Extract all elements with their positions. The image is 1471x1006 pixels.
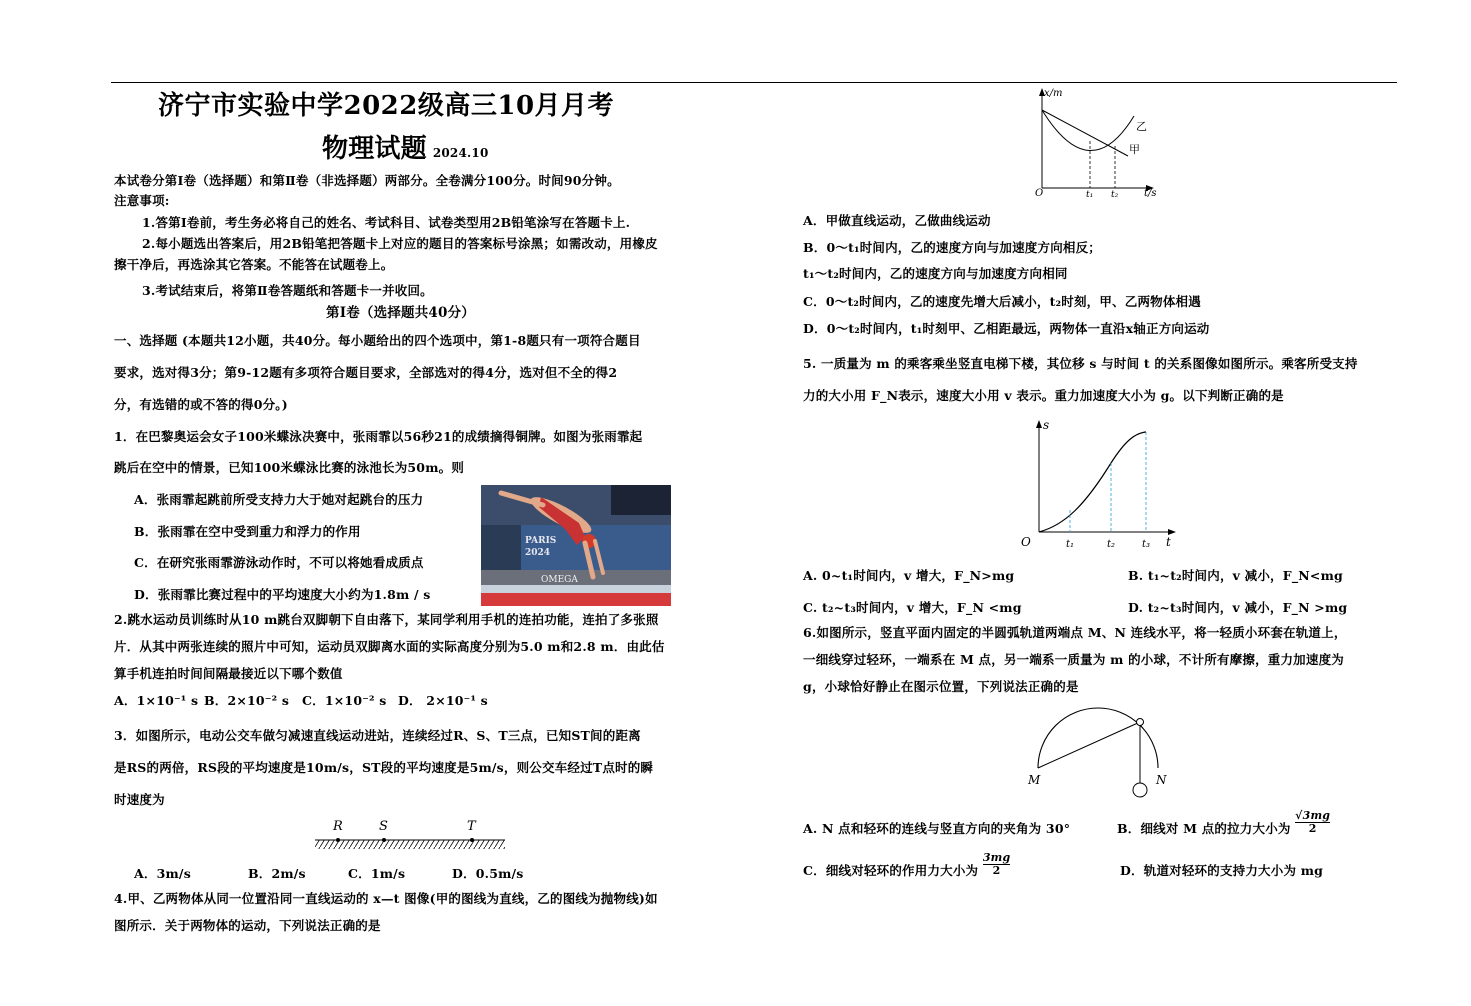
- q4-option-b1: B．0～t₁时间内，乙的速度方向与加速度方向相反；: [803, 240, 1102, 255]
- q2-stem-a: 2.跳水运动员训练时从10 m跳台双脚朝下自由落下，某同学利用手机的连拍功能，连拍了多张照: [114, 612, 659, 627]
- q4-label-jia: 甲: [1129, 143, 1140, 156]
- q6-option-a: A. N 点和轻环的连线与竖直方向的夹角为 30°: [803, 821, 1071, 836]
- q6-ball: [1133, 783, 1147, 797]
- swimmer-photo: [481, 485, 671, 606]
- note-2a: 2.每小题选出答案后，用2B铅笔把答题卡上对应的题目的答案标号涂黑；如需改动，用橡皮: [142, 236, 658, 251]
- q3-road-diagram: [310, 815, 510, 855]
- q3-option-b: B．2m/s: [248, 866, 306, 881]
- q1-option-c: C．在研究张雨霏游泳动作时，不可以将她看成质点: [134, 555, 424, 570]
- q4-t2-label: t₂: [1111, 190, 1119, 200]
- q4-curve-yi: [1042, 110, 1134, 151]
- q3-option-a: A．3m/s: [134, 866, 191, 881]
- q3-point-r: [336, 838, 340, 842]
- q6-option-c: [803, 851, 1011, 879]
- q4-option-d: D．0～t₂时间内，t₁时刻甲、乙相距最远，两物体一直沿x轴正方向运动: [803, 321, 1210, 336]
- section-header-c: 分，有选错的或不答的得0分。): [114, 397, 288, 412]
- q6-b-numerator: √3mg: [1295, 809, 1331, 822]
- q5-st-graph: [1015, 415, 1185, 555]
- note-1: 1.答第Ⅰ卷前，考生务必将自己的姓名、考试科目、试卷类型用2B铅笔涂写在答题卡上.: [142, 215, 631, 230]
- q1-option-b: B．张雨霏在空中受到重力和浮力的作用: [134, 524, 361, 539]
- q1-option-a: A．张雨霏起跳前所受支持力大于她对起跳台的压力: [134, 492, 424, 507]
- q4-ylabel: x/m: [1044, 88, 1063, 99]
- q6-option-b: [1117, 809, 1331, 837]
- q3-label-s: S: [379, 819, 388, 834]
- q6-c-numerator: 3mg: [982, 851, 1011, 864]
- q3-option-c: C．1m/s: [348, 866, 406, 881]
- exam-title: 济宁市实验中学2022级高三10月月考: [158, 91, 615, 121]
- q5-curve: [1039, 432, 1146, 532]
- q6-semicircle-diagram: [1020, 700, 1180, 805]
- q4-label-yi: 乙: [1136, 120, 1147, 133]
- note-3: 3.考试结束后，将第Ⅱ卷答题纸和答题卡一并收回。: [142, 283, 433, 298]
- photo-omega-text: OMEGA: [541, 575, 578, 585]
- q3-point-t: [470, 838, 474, 842]
- q5-stem-a: 5. 一质量为 m 的乘客乘坐竖直电梯下楼，其位移 s 与时间 t 的关系图像如图所示。乘客所受支持: [803, 356, 1358, 371]
- q4-option-b2: t₁～t₂时间内，乙的速度方向与加速度方向相同: [803, 266, 1068, 281]
- q5-t3-label: t₃: [1142, 539, 1151, 550]
- exam-subtitle: [322, 133, 489, 169]
- q5-option-c: C. t₂~t₃时间内，v 增大，F_N <mg: [803, 600, 1022, 615]
- q6-label-m: M: [1028, 773, 1041, 787]
- q6-option-b-text: B．细线对 M 点的拉力大小为: [1117, 821, 1291, 836]
- q5-t1-label: t₁: [1066, 539, 1075, 550]
- q3-stem-c: 时速度为: [114, 792, 165, 807]
- q4-t1-label: t₁: [1086, 190, 1094, 200]
- note-2b: 擦干净后，再选涂其它答案。不能答在试题卷上。: [114, 257, 394, 272]
- q5-option-b: B. t₁~t₂时间内，v 减小，F_N<mg: [1128, 568, 1343, 583]
- q6-option-b-fraction: [1295, 810, 1330, 835]
- q4-line-jia: [1042, 110, 1128, 156]
- q5-option-a: A. 0~t₁时间内，v 增大，F_N>mg: [803, 568, 1015, 583]
- q5-stem-b: 力的大小用 F_N表示，速度大小用 v 表示。重力加速度大小为 g。以下判断正确的是: [803, 388, 1284, 403]
- q3-road-hatch: [315, 840, 505, 849]
- q6-stem-a: 6.如图所示，竖直平面内固定的半圆弧轨道两端点 M、N 连线水平，将一轻质小环套在轨道上，: [803, 625, 1347, 640]
- q3-stem-a: 3．如图所示，电动公交车做匀减速直线运动进站，连续经过R、S、T三点，已知ST间的距离: [114, 728, 641, 743]
- q6-b-denominator: 2: [1308, 822, 1317, 835]
- q1-stem-b: 跳后在空中的情景，已知100米蝶泳比赛的泳池长为50m。则: [114, 460, 465, 475]
- q3-option-d: D．0.5m/s: [452, 866, 524, 881]
- q3-label-t: T: [467, 819, 476, 834]
- q4-xlabel: t/s: [1144, 188, 1157, 199]
- photo-paris-text: PARIS: [525, 536, 557, 546]
- notice-label: 注意事项:: [114, 193, 170, 208]
- q6-stem-b: 一细线穿过轻环，一端系在 M 点，另一端系一质量为 m 的小球，不计所有摩擦，重力加速度为: [803, 652, 1344, 667]
- q6-label-n: N: [1156, 773, 1167, 787]
- q5-xlabel: t: [1166, 535, 1171, 549]
- q4-option-a: A．甲做直线运动，乙做曲线运动: [803, 213, 991, 228]
- intro-line: 本试卷分第Ⅰ卷（选择题）和第Ⅱ卷（非选择题）两部分。全卷满分100分。时间90分钟。: [114, 173, 620, 188]
- q5-t2-label: t₂: [1107, 539, 1116, 550]
- q6-c-denominator: 2: [992, 864, 1001, 877]
- q2-option-c: C．1×10⁻² s: [302, 693, 387, 708]
- q4-xt-graph: [1030, 84, 1170, 202]
- q4-origin: O: [1035, 188, 1044, 199]
- q6-option-c-text: C．细线对轻环的作用力大小为: [803, 863, 979, 878]
- section-header-b: 要求，选对得3分；第9-12题有多项符合题目要求，全部选对的得4分，选对但不全的得2: [114, 365, 618, 380]
- q6-stem-c: g，小球恰好静止在图示位置，下列说法正确的是: [803, 679, 1079, 694]
- q3-point-s: [382, 838, 386, 842]
- q6-string-to-m: [1038, 722, 1140, 768]
- exam-date: 2024.10: [432, 146, 489, 160]
- q4-stem-a: 4.甲、乙两物体从同一位置沿同一直线运动的 x—t 图像(甲的图线为直线，乙的图线为抛物线)如: [114, 891, 658, 906]
- q6-light-ring: [1137, 719, 1144, 726]
- q1-stem-a: 1．在巴黎奥运会女子100米蝶泳决赛中，张雨霏以56秒21的成绩摘得铜牌。如图为张雨霏起: [114, 429, 643, 444]
- q4-stem-b: 图所示．关于两物体的运动，下列说法正确的是: [114, 918, 381, 933]
- q4-option-c: C．0～t₂时间内，乙的速度先增大后减小，t₂时刻，甲、乙两物体相遇: [803, 294, 1201, 309]
- part1-title: 第Ⅰ卷（选择题共40分）: [326, 305, 476, 321]
- header-rule: [111, 82, 1397, 83]
- q5-y-arrow: [1036, 420, 1042, 428]
- subtitle-text: 物理试题: [322, 134, 427, 164]
- q2-stem-b: 片．从其中两张连续的照片中可知，运动员双脚离水面的实际高度分别为5.0 m和2.8 m．由此估: [114, 639, 665, 654]
- q5-option-d: D. t₂~t₃时间内，v 减小，F_N >mg: [1128, 600, 1348, 615]
- section-header-a: 一、选择题 (本题共12小题，共40分。每小题给出的四个选项中，第1-8题只有一项符合题目: [114, 333, 641, 348]
- q1-option-d: D．张雨霏比赛过程中的平均速度大小约为1.8m / s: [134, 587, 431, 602]
- q3-stem-b: 是RS的两倍，RS段的平均速度是10m/s，ST段的平均速度是5m/s，则公交车经过T点时的瞬: [114, 760, 654, 775]
- swimmer-photo-illustration: [481, 485, 671, 606]
- q3-label-r: R: [333, 819, 343, 834]
- q6-option-c-fraction: [983, 852, 1011, 877]
- q2-option-d: D． 2×10⁻¹ s: [398, 693, 488, 708]
- q2-option-a: A．1×10⁻¹ s: [114, 693, 199, 708]
- photo-2024-text: 2024: [525, 548, 551, 558]
- q2-option-b: B．2×10⁻² s: [204, 693, 290, 708]
- q6-option-d: D．轨道对轻环的支持力大小为 mg: [1120, 863, 1324, 878]
- q5-ylabel: s: [1043, 418, 1050, 432]
- q5-origin: O: [1021, 535, 1031, 549]
- q2-stem-c: 算手机连拍时间间隔最接近以下哪个数值: [114, 666, 343, 681]
